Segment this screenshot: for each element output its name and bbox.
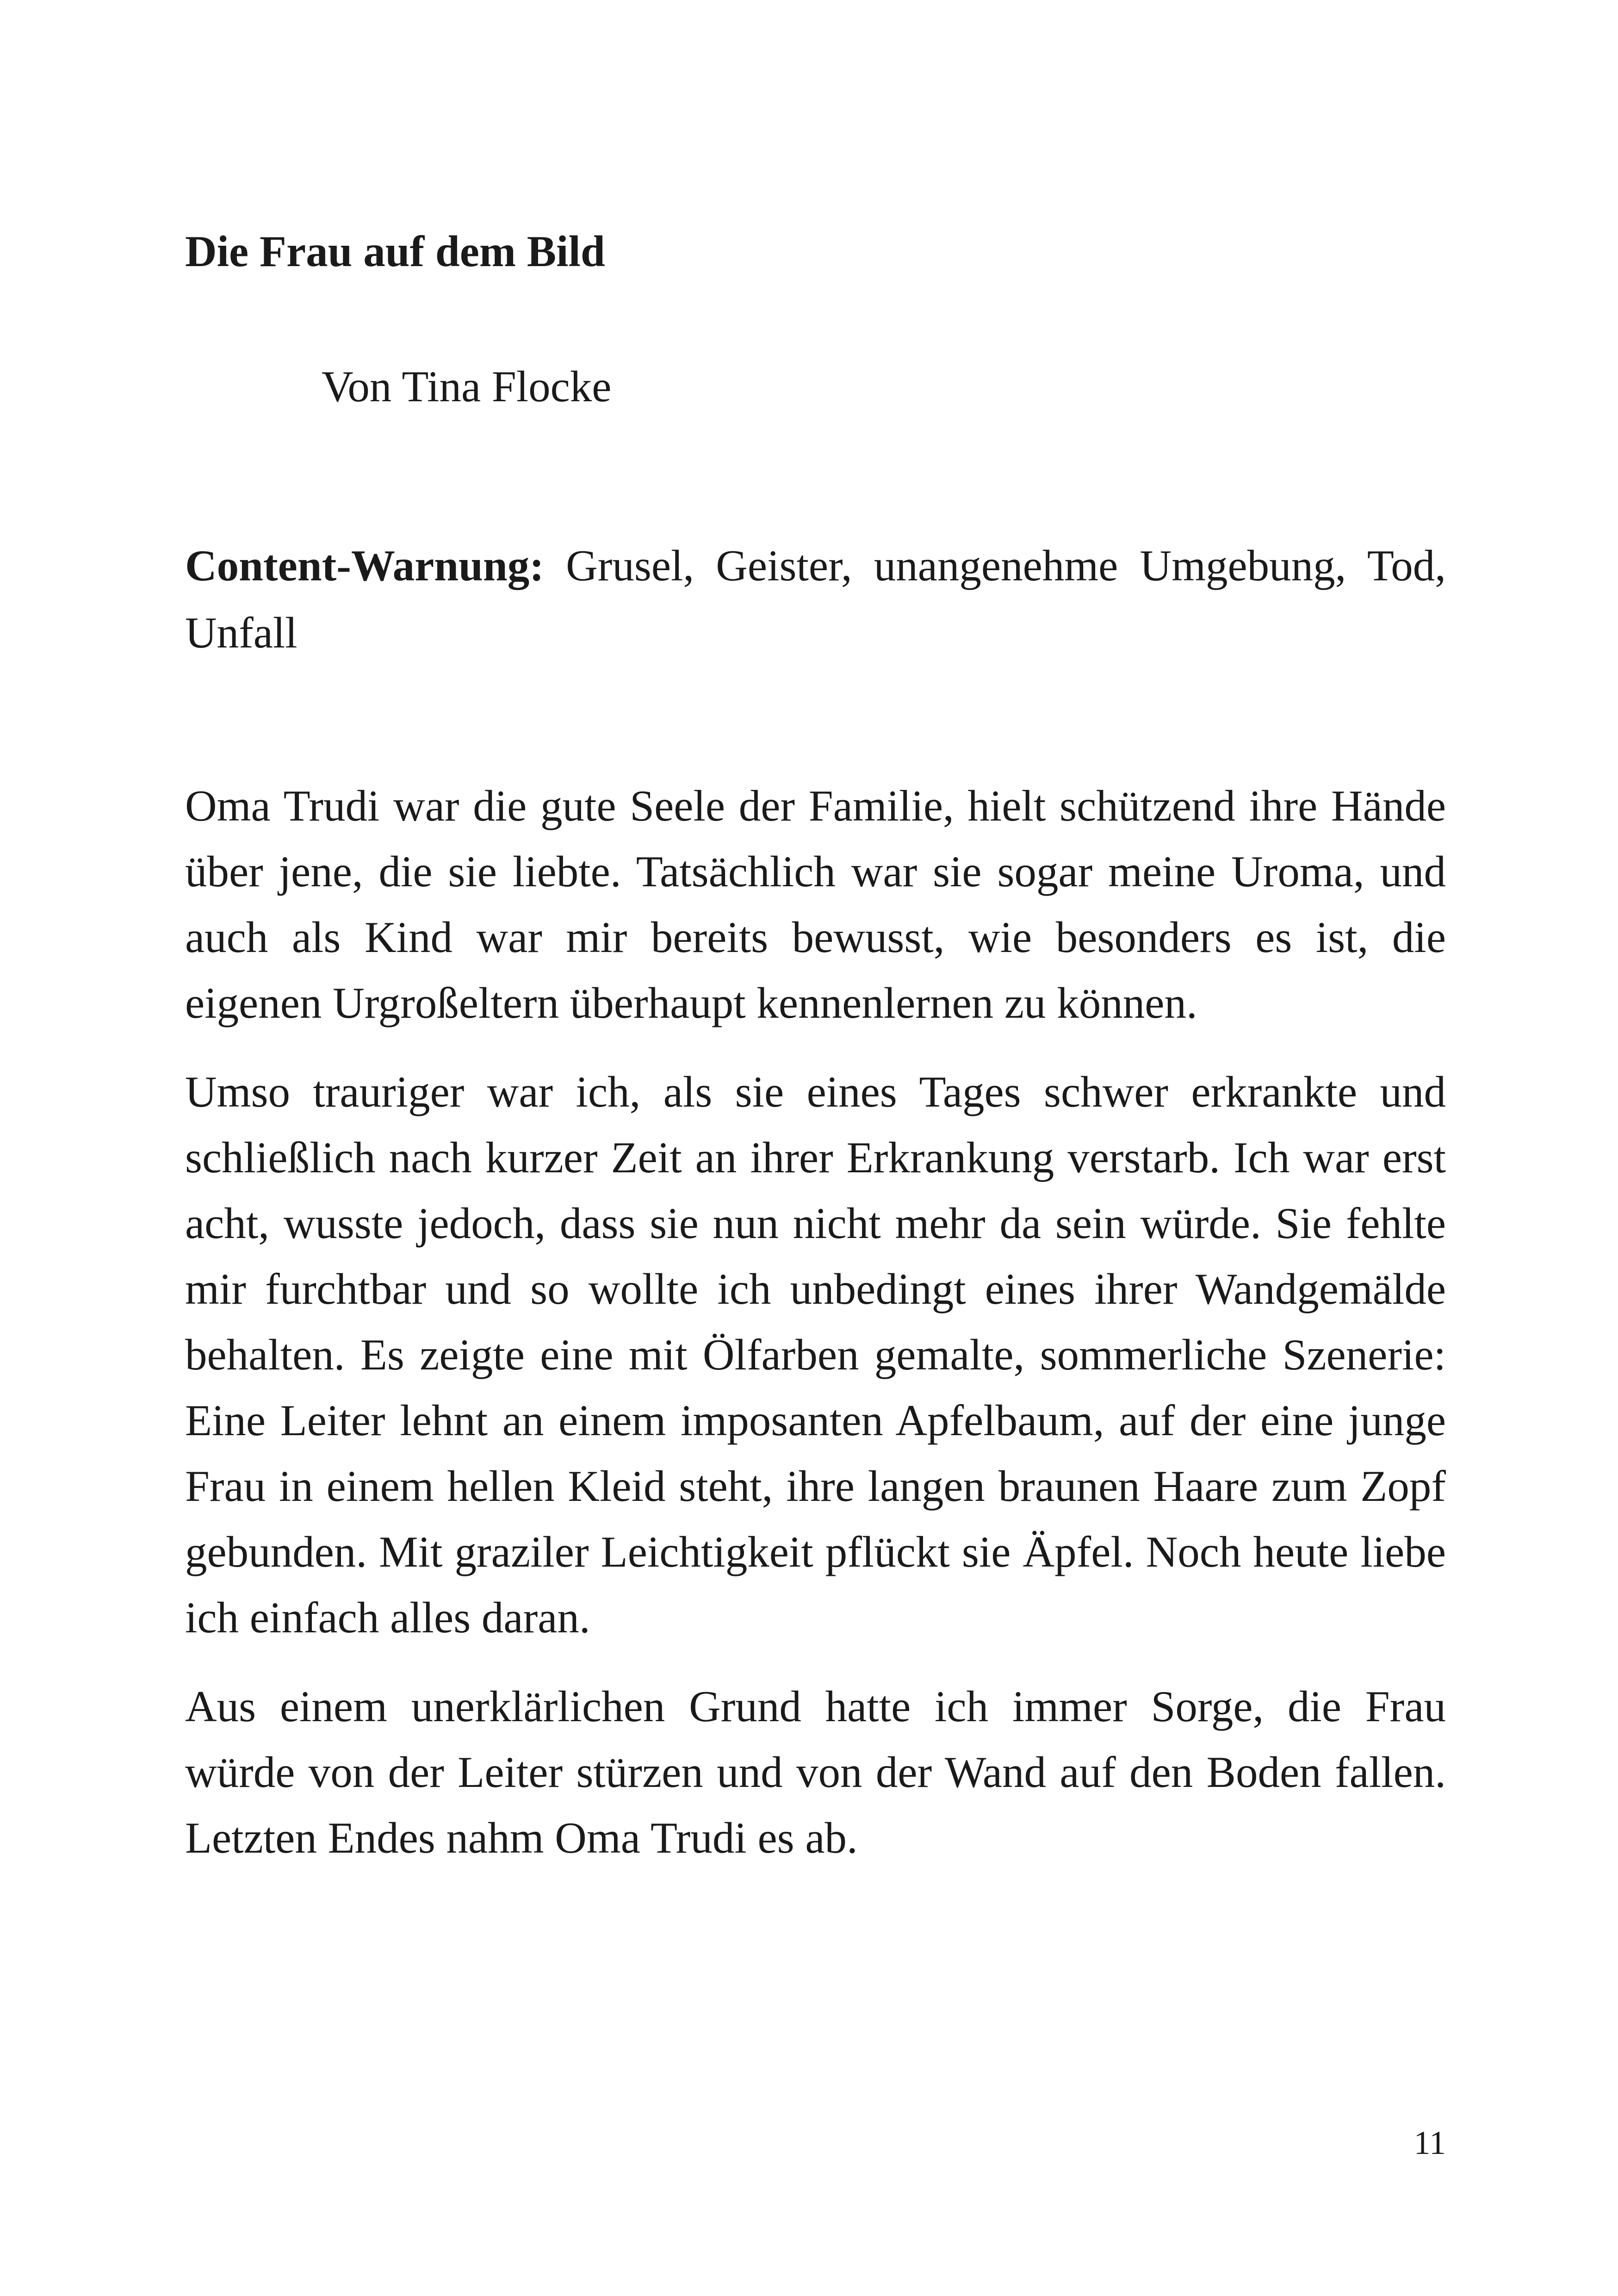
content-warning-text: Grusel, Geister, unangenehme Umgebung, Tod, Unfall bbox=[185, 541, 1446, 657]
paragraph: Umso trauriger war ich, als sie eines Tages schwer erkrankte und schließlich nach kurzer Zeit an ihrer Erkrankung verstarb. Ich war erst acht, wusste jedoch, dass sie nun nicht mehr da sein würde. Sie fehlte mir furchtbar und so wollte ich unbedingt eines ihrer Wandgemälde behalten. Es zeigte eine mit Ölfarben gemalte, sommerliche Szenerie: Eine Leiter lehnt an einem imposanten Apfelbaum, auf der eine junge Frau in einem hellen Kleid steht, ihre langen braunen Haare zum Zopf gebunden. Mit graziler Leichtigkeit pflückt sie Äpfel. Noch heute liebe ich einfach alles daran. bbox=[185, 1067, 1446, 1642]
page-number: 11 bbox=[1413, 2124, 1446, 2161]
author-line: Von Tina Flocke bbox=[322, 362, 612, 411]
content-warning-label: Content-Warnung: bbox=[185, 541, 544, 590]
paragraph: Aus einem unerklärlichen Grund hatte ich immer Sorge, die Frau würde von der Leiter stürzen und von der Wand auf den Boden fallen. Letzten Endes nahm Oma Trudi es ab. bbox=[185, 1682, 1446, 1862]
story-title: Die Frau auf dem Bild bbox=[185, 227, 605, 276]
story-body bbox=[185, 773, 1446, 1894]
paragraph: Oma Trudi war die gute Seele der Familie, hielt schützend ihre Hände über jene, die sie liebte. Tatsächlich war sie sogar meine Uroma, und auch als Kind war mir bereits bewusst, wie besonders es ist, die eigenen Urgroßeltern überhaupt kennenlernen zu können. bbox=[185, 781, 1446, 1027]
content-warning bbox=[185, 532, 1446, 666]
